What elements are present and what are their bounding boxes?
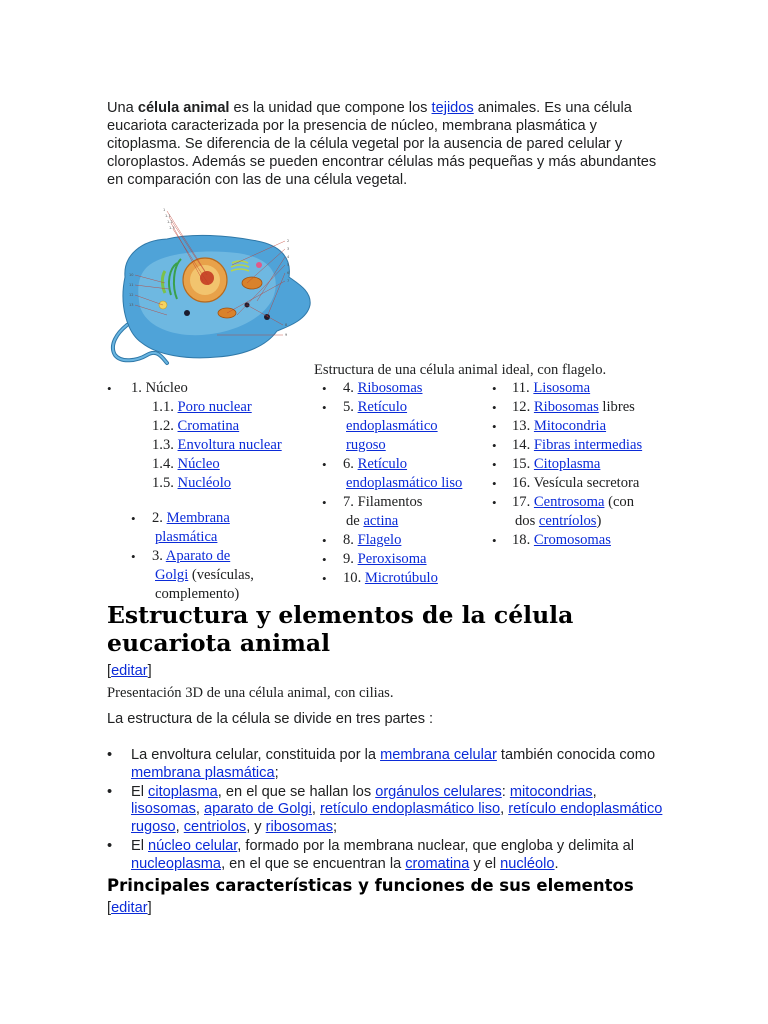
figure-caption: Estructura de una célula animal ideal, con flagelo. xyxy=(314,362,607,378)
legend-column-2 xyxy=(320,379,480,588)
list-text: , xyxy=(592,783,597,800)
legend-item-reticulo-liso xyxy=(320,455,480,493)
legend-number: 4. xyxy=(343,380,354,396)
link-aparato-golgi[interactable]: Golgi xyxy=(155,567,189,583)
list-text: El xyxy=(131,783,149,800)
list-text: y el xyxy=(469,855,501,872)
svg-text:5: 5 xyxy=(287,263,290,267)
link-mitocondria[interactable]: Mitocondria xyxy=(533,418,607,434)
bullet: • xyxy=(492,438,497,453)
link-membrana-plasmatica[interactable]: membrana plasmática xyxy=(131,764,275,781)
list-text: , xyxy=(500,801,509,818)
legend-number: 9. xyxy=(343,551,354,567)
link-ribosomas[interactable]: ribosomas xyxy=(265,818,333,835)
list-text: : xyxy=(501,783,510,800)
bullet: • xyxy=(492,457,497,472)
link-lisosoma[interactable]: Lisosoma xyxy=(533,380,591,396)
link-flagelo[interactable]: Flagelo xyxy=(357,532,402,548)
bullet: • xyxy=(322,552,327,567)
link-centriolos[interactable]: centriolos xyxy=(183,818,247,835)
edit-section-link xyxy=(107,663,152,679)
legend-text: complemento) xyxy=(155,586,240,602)
legend-subitem xyxy=(152,474,307,493)
structure-intro: La estructura de la célula se divide en tres partes : xyxy=(107,711,434,727)
link-nucleoplasma[interactable]: nucleoplasma xyxy=(131,855,222,872)
link-envoltura-nuclear[interactable]: Envoltura nuclear xyxy=(177,437,282,453)
legend-item-lisosoma xyxy=(490,379,660,398)
bullet: • xyxy=(322,533,327,548)
intro-paragraph xyxy=(107,99,657,189)
link-tejidos[interactable]: tejidos xyxy=(431,100,474,116)
link-fibras-intermedias[interactable]: Fibras intermedias xyxy=(533,437,643,453)
link-peroxisoma[interactable]: Peroxisoma xyxy=(357,551,427,567)
legend-item-nucleo xyxy=(107,379,307,398)
intro-text: es la unidad que compone los xyxy=(229,100,432,116)
svg-text:1.1: 1.1 xyxy=(165,214,171,218)
legend-number: 1.3. xyxy=(152,437,174,453)
list-text: , xyxy=(195,801,204,818)
legend-label: 1. Núcleo xyxy=(131,380,188,396)
svg-text:3: 3 xyxy=(287,247,290,251)
link-organulos-celulares[interactable]: orgánulos celulares xyxy=(375,783,502,800)
legend-text: libres xyxy=(598,399,635,415)
link-nucleolo[interactable]: Nucléolo xyxy=(177,475,232,491)
legend-item-membrana xyxy=(107,509,307,547)
edit-link[interactable]: editar xyxy=(111,900,148,916)
legend-number: 2. xyxy=(152,510,163,526)
legend-number: 13. xyxy=(512,418,531,434)
link-citoplasma[interactable]: citoplasma xyxy=(148,783,218,800)
svg-text:11: 11 xyxy=(129,283,134,287)
bullet: • xyxy=(322,571,327,586)
legend-text: dos xyxy=(515,513,539,529)
svg-text:4: 4 xyxy=(287,255,290,259)
bullet: • xyxy=(322,495,327,510)
link-cromatina[interactable]: cromatina xyxy=(405,855,470,872)
bullet: • xyxy=(322,400,327,415)
legend-number: 10. xyxy=(343,570,362,586)
legend-number: 1.4. xyxy=(152,456,174,472)
link-reticulo-rugoso[interactable]: endoplasmático xyxy=(346,418,438,434)
list-text: La envoltura celular, constituida por la xyxy=(131,747,381,763)
link-reticulo-rugoso[interactable]: Retículo xyxy=(357,399,408,415)
legend-number: 5. xyxy=(343,399,354,415)
link-actina[interactable]: actina xyxy=(363,513,399,529)
list-item xyxy=(107,784,667,837)
link-cromatina[interactable]: Cromatina xyxy=(177,418,240,434)
bracket: [ xyxy=(107,663,112,679)
list-text: , formado por la membrana nuclear, que engloba y delimita al xyxy=(237,837,634,854)
link-membrana-plasmatica[interactable]: Membrana xyxy=(166,510,230,526)
legend-number: 12. xyxy=(512,399,531,415)
bullet: • xyxy=(322,457,327,472)
bullet: • xyxy=(107,783,113,800)
legend-item-ribosomas xyxy=(320,379,480,398)
list-text: , xyxy=(311,801,321,818)
bracket: [ xyxy=(107,900,112,916)
legend-text: (con xyxy=(604,494,635,510)
list-text: , y xyxy=(246,818,266,835)
link-reticulo-rugoso[interactable]: rugoso xyxy=(346,437,386,453)
legend-item-reticulo-rugoso xyxy=(320,398,480,455)
bullet: • xyxy=(322,381,327,396)
legend-text: (vesículas, xyxy=(188,567,254,583)
bullet: • xyxy=(492,476,497,491)
legend-subitem xyxy=(152,398,307,417)
legend-number: 15. xyxy=(512,456,531,472)
link-lisosomas[interactable]: lisosomas xyxy=(131,801,196,818)
edit-section-link xyxy=(107,900,152,916)
list-text: ; xyxy=(274,764,279,781)
link-cromosomas[interactable]: Cromosomas xyxy=(533,532,611,548)
list-item xyxy=(107,747,667,782)
link-aparato-golgi[interactable]: Aparato de xyxy=(165,548,231,564)
legend-number: 11. xyxy=(512,380,530,396)
list-item xyxy=(107,838,667,873)
legend-text: 16. Vesícula secretora xyxy=(512,475,640,491)
link-membrana-plasmatica[interactable]: plasmática xyxy=(155,529,218,545)
bullet: • xyxy=(131,549,136,564)
svg-text:10: 10 xyxy=(129,273,134,277)
legend-item-mitocondria xyxy=(490,417,660,436)
link-reticulo-rugoso[interactable]: retículo endoplasmático rugoso xyxy=(131,801,663,835)
legend-item-cromosomas xyxy=(490,531,660,550)
bracket: ] xyxy=(147,663,152,679)
link-ribosomas[interactable]: Ribosomas xyxy=(533,399,599,415)
link-mitocondrias[interactable]: mitocondrias xyxy=(509,783,593,800)
link-citoplasma[interactable]: Citoplasma xyxy=(533,456,601,472)
link-reticulo-liso[interactable]: Retículo xyxy=(357,456,408,472)
list-text: . xyxy=(554,855,559,872)
intro-bold-term: célula animal xyxy=(137,100,230,116)
legend-number: 6. xyxy=(343,456,354,472)
link-centrosoma[interactable]: Centrosoma xyxy=(533,494,605,510)
link-ribosomas[interactable]: Ribosomas xyxy=(357,380,423,396)
bullet: • xyxy=(107,747,113,763)
cell-parts-list xyxy=(107,747,667,875)
svg-text:6: 6 xyxy=(287,271,290,275)
list-text: también conocida como xyxy=(496,747,656,763)
legend-item-vesicula xyxy=(490,474,660,493)
link-aparato-golgi[interactable]: aparato de Golgi xyxy=(204,801,312,818)
intro-text: animales. Es una célula eucariota caracterizada por la presencia de núcleo, membrana plasmática y citoplasma. Se diferencia de la célula vegetal por la ausencia de pared celular y cloroplastos. Además se pueden encontrar células más pequeñas y más abundantes en comparación con las de una célula vegetal. xyxy=(107,100,657,188)
legend-number: 1.1. xyxy=(152,399,174,415)
link-nucleo[interactable]: Núcleo xyxy=(177,456,220,472)
list-text: , xyxy=(175,818,184,835)
legend-item-peroxisoma xyxy=(320,550,480,569)
svg-text:12: 12 xyxy=(129,293,134,297)
bullet: • xyxy=(107,381,112,396)
bullet: • xyxy=(492,495,497,510)
legend-subitem xyxy=(152,417,307,436)
svg-text:1.3: 1.3 xyxy=(169,226,175,230)
legend-text: ) xyxy=(596,513,602,529)
link-reticulo-liso[interactable]: retículo endoplasmático liso xyxy=(320,801,501,818)
list-text: , en el que se encuentran la xyxy=(221,855,406,872)
intro-text: Una xyxy=(107,100,138,116)
svg-text:13: 13 xyxy=(129,303,134,307)
legend-text: de xyxy=(346,513,364,529)
legend-item-golgi xyxy=(107,547,307,604)
link-membrana-celular[interactable]: membrana celular xyxy=(380,747,497,763)
legend-item-flagelo xyxy=(320,531,480,550)
legend-subitem xyxy=(152,455,307,474)
bullet: • xyxy=(107,837,113,854)
legend-item-filamentos xyxy=(320,493,480,531)
link-nucleo-celular[interactable]: núcleo celular xyxy=(148,837,238,854)
bracket: ] xyxy=(147,900,152,916)
list-text: , en el que se hallan los xyxy=(217,783,376,800)
subsection-heading: Principales características y funciones de sus elementos xyxy=(107,876,634,895)
legend-number: 3. xyxy=(152,548,163,564)
list-text: ; xyxy=(333,818,338,835)
svg-text:1: 1 xyxy=(163,208,166,212)
svg-text:2: 2 xyxy=(287,239,290,243)
bullet: • xyxy=(492,381,497,396)
legend-text: 7. Filamentos xyxy=(343,494,423,510)
link-nucleolo[interactable]: nucléolo xyxy=(500,855,555,872)
legend-item-fibras xyxy=(490,436,660,455)
svg-text:9: 9 xyxy=(285,333,288,337)
edit-link[interactable]: editar xyxy=(111,663,148,679)
presentation-caption: Presentación 3D de una célula animal, con cilias. xyxy=(107,685,394,701)
bullet: • xyxy=(131,511,136,526)
legend-item-ribosomas-libres xyxy=(490,398,660,417)
bullet: • xyxy=(492,533,497,548)
bullet: • xyxy=(492,400,497,415)
legend-number: 8. xyxy=(343,532,354,548)
link-reticulo-liso[interactable]: endoplasmático liso xyxy=(346,475,463,491)
legend-item-microtubulo xyxy=(320,569,480,588)
legend-number: 1.2. xyxy=(152,418,174,434)
svg-text:8: 8 xyxy=(285,323,288,327)
bullet: • xyxy=(492,419,497,434)
link-microtubulo[interactable]: Microtúbulo xyxy=(364,570,438,586)
legend-subitem xyxy=(152,436,307,455)
legend-number: 17. xyxy=(512,494,531,510)
nucleo-sublist xyxy=(107,398,307,493)
legend-item-centrosoma xyxy=(490,493,660,531)
animal-cell-diagram xyxy=(107,205,317,370)
legend-column-1 xyxy=(107,379,307,604)
link-poro-nuclear[interactable]: Poro nuclear xyxy=(177,399,252,415)
link-centriolos[interactable]: centríolos xyxy=(538,513,597,529)
list-text: El xyxy=(131,837,149,854)
svg-text:7: 7 xyxy=(287,279,290,283)
legend-item-citoplasma xyxy=(490,455,660,474)
section-heading: Estructura y elementos de la célula eucariota animal xyxy=(107,601,574,657)
legend-number: 1.5. xyxy=(152,475,174,491)
legend-column-3 xyxy=(490,379,660,550)
legend-number: 14. xyxy=(512,437,531,453)
legend-number: 18. xyxy=(512,532,531,548)
svg-text:1.2: 1.2 xyxy=(167,220,173,224)
